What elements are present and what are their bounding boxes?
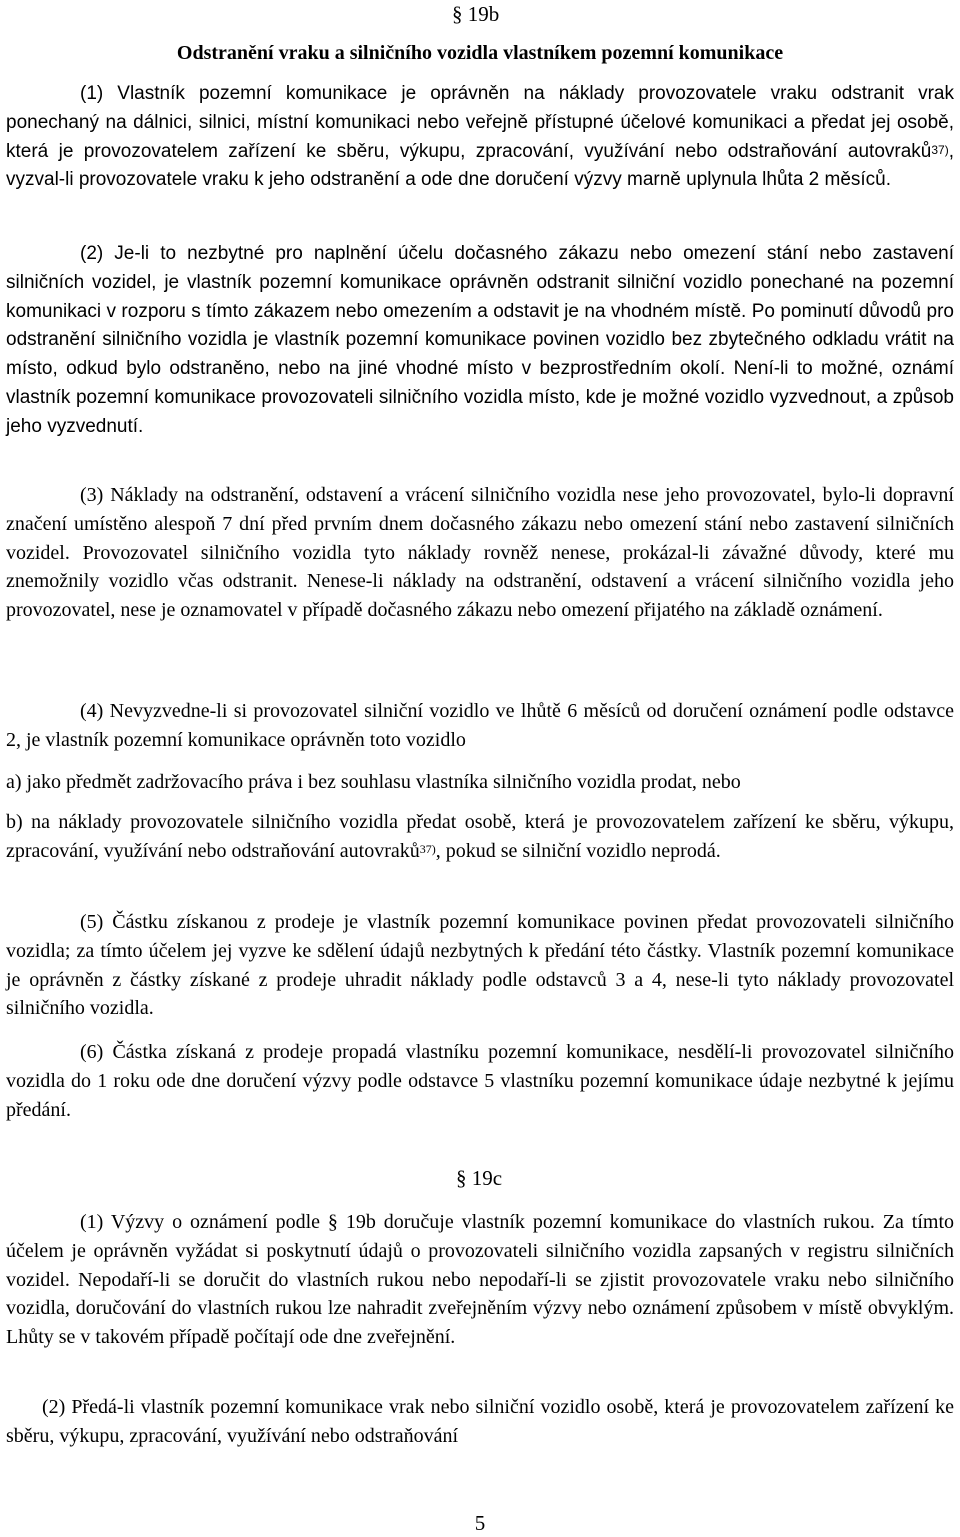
section-19b-heading: § 19b xyxy=(452,2,500,26)
footnote-ref: 37) xyxy=(931,142,949,157)
section-19b-title: Odstranění vraku a silničního vozidla vlastníkem pozemní komunikace xyxy=(176,42,784,64)
page-number: 5 xyxy=(474,1511,486,1535)
paragraph-19b-2: (2) Je-li to nezbytné pro naplnění účelu dočasného zákazu nebo omezení stání nebo zastavení silničních vozidel, je vlastník pozemní komunikace oprávněn odstranit silniční vozidlo ponechané na pozemní komunikaci v rozporu s tímto zákazem nebo omezením a odstavit je na vhodném místě. Po pominutí důvodů pro odstranění silničního vozidla je vlastník pozemní komunikace povinen vozidlo bez zbytečného odkladu vrátit na místo, odkud bylo odstraněno, nebo na jiné vhodné místo v bezprostředním okolí. Není-li to možné, oznámí vlastník pozemní komunikace provozovateli silničního vozidla místo, kde je možné vozidlo vyzvednout, a způsob jeho vyzvednutí. xyxy=(6,243,954,437)
paragraph-19c-2: (2) Předá-li vlastník pozemní komunikace vrak nebo silniční vozidlo osobě, která je provozovatelem zařízení ke sběru, výkupu, zpracování, využívání nebo odstraňování xyxy=(6,1396,954,1447)
paragraph-19c-1: (1) Výzvy o oznámení podle § 19b doručuje vlastník pozemní komunikace do vlastních rukou. Za tímto účelem je oprávněn vyžádat si poskytnutí údajů o provozovateli silničního vozidla zapsaných v registru silničních vozidel. Nepodaří-li se doručit do vlastních rukou nebo nepodaří-li se zjistit provozovatele vraku nebo silničního vozidla, doručování do vlastních rukou lze nahradit zveřejněním výzvy nebo oznámení způsobem v místě obvyklým. Lhůty se v takovém případě počítají ode dne zveřejnění. xyxy=(6,1211,954,1349)
paragraph-19b-1: (1) Vlastník pozemní komunikace je oprávněn na náklady provozovatele vraku odstranit vrak ponechaný na dálnici, silnici, místní komunikaci nebo veřejně přístupné účelové komunikaci a předat jej osobě, která je provozovatelem zařízení ke sběru, výkupu, zpracování, využívání nebo odstraňování autovraků$^{37)}$, vyzval-li provozovatele vraku k jeho odstranění a ode dne doručení výzvy marně uplynula lhůta 2 měsíců. xyxy=(6,83,954,191)
paragraph-19b-4: (4) Nevyzvedne-li si provozovatel silniční vozidlo ve lhůtě 6 měsíců od doručení oznámení podle odstavce 2, je vlastník pozemní komunikace oprávněn toto vozidlo xyxy=(6,700,954,751)
footnote-ref: 37) xyxy=(419,841,436,856)
paragraph-19b-4a: a) jako předmět zadržovacího práva i bez souhlasu vlastníka silničního vozidla prodat, nebo xyxy=(6,771,741,793)
paragraph-19b-3: (3) Náklady na odstranění, odstavení a vrácení silničního vozidla nese jeho provozovatel, bylo-li dopravní značení umístěno alespoň 7 dní před prvním dnem dočasného zákazu nebo omezení stání nebo zastavení silničních vozidel. Provozovatel silničního vozidla tyto náklady rovněž nenese, prokázal-li závažné důvody, které mu znemožnily vozidlo včas odstranit. Nenese-li náklady na odstranění, odstavení a vrácení silničního vozidla jeho provozovatel, nese je oznamovatel v případě dočasného zákazu nebo omezení přijatého na základě oznámení. xyxy=(6,484,954,622)
paragraph-19b-4b: b) na náklady provozovatele silničního vozidla předat osobě, která je provozovatelem zařízení ke sběru, výkupu, zpracování, využívání nebo odstraňování autovraků$^{37)}$, pokud se silniční vozidlo neprodá. xyxy=(6,811,954,862)
section-19c-heading: § 19c xyxy=(456,1166,503,1190)
paragraph-19b-5: (5) Částku získanou z prodeje je vlastník pozemní komunikace povinen předat provozovateli silničního vozidla; za tímto účelem jej vyzve ke sdělení údajů nezbytných k předání této částky. Vlastník pozemní komunikace je oprávněn z částky získané z prodeje uhradit náklady podle odstavců 3 a 4, nese-li tyto náklady provozovatel silničního vozidla. xyxy=(6,911,954,1020)
paragraph-19b-6: (6) Částka získaná z prodeje propadá vlastníku pozemní komunikace, nesdělí-li provozovatel silničního vozidla do 1 roku ode dne doručení výzvy podle odstavce 5 vlastníku pozemní komunikace údaje nezbytné k jejímu předání. xyxy=(6,1041,954,1121)
